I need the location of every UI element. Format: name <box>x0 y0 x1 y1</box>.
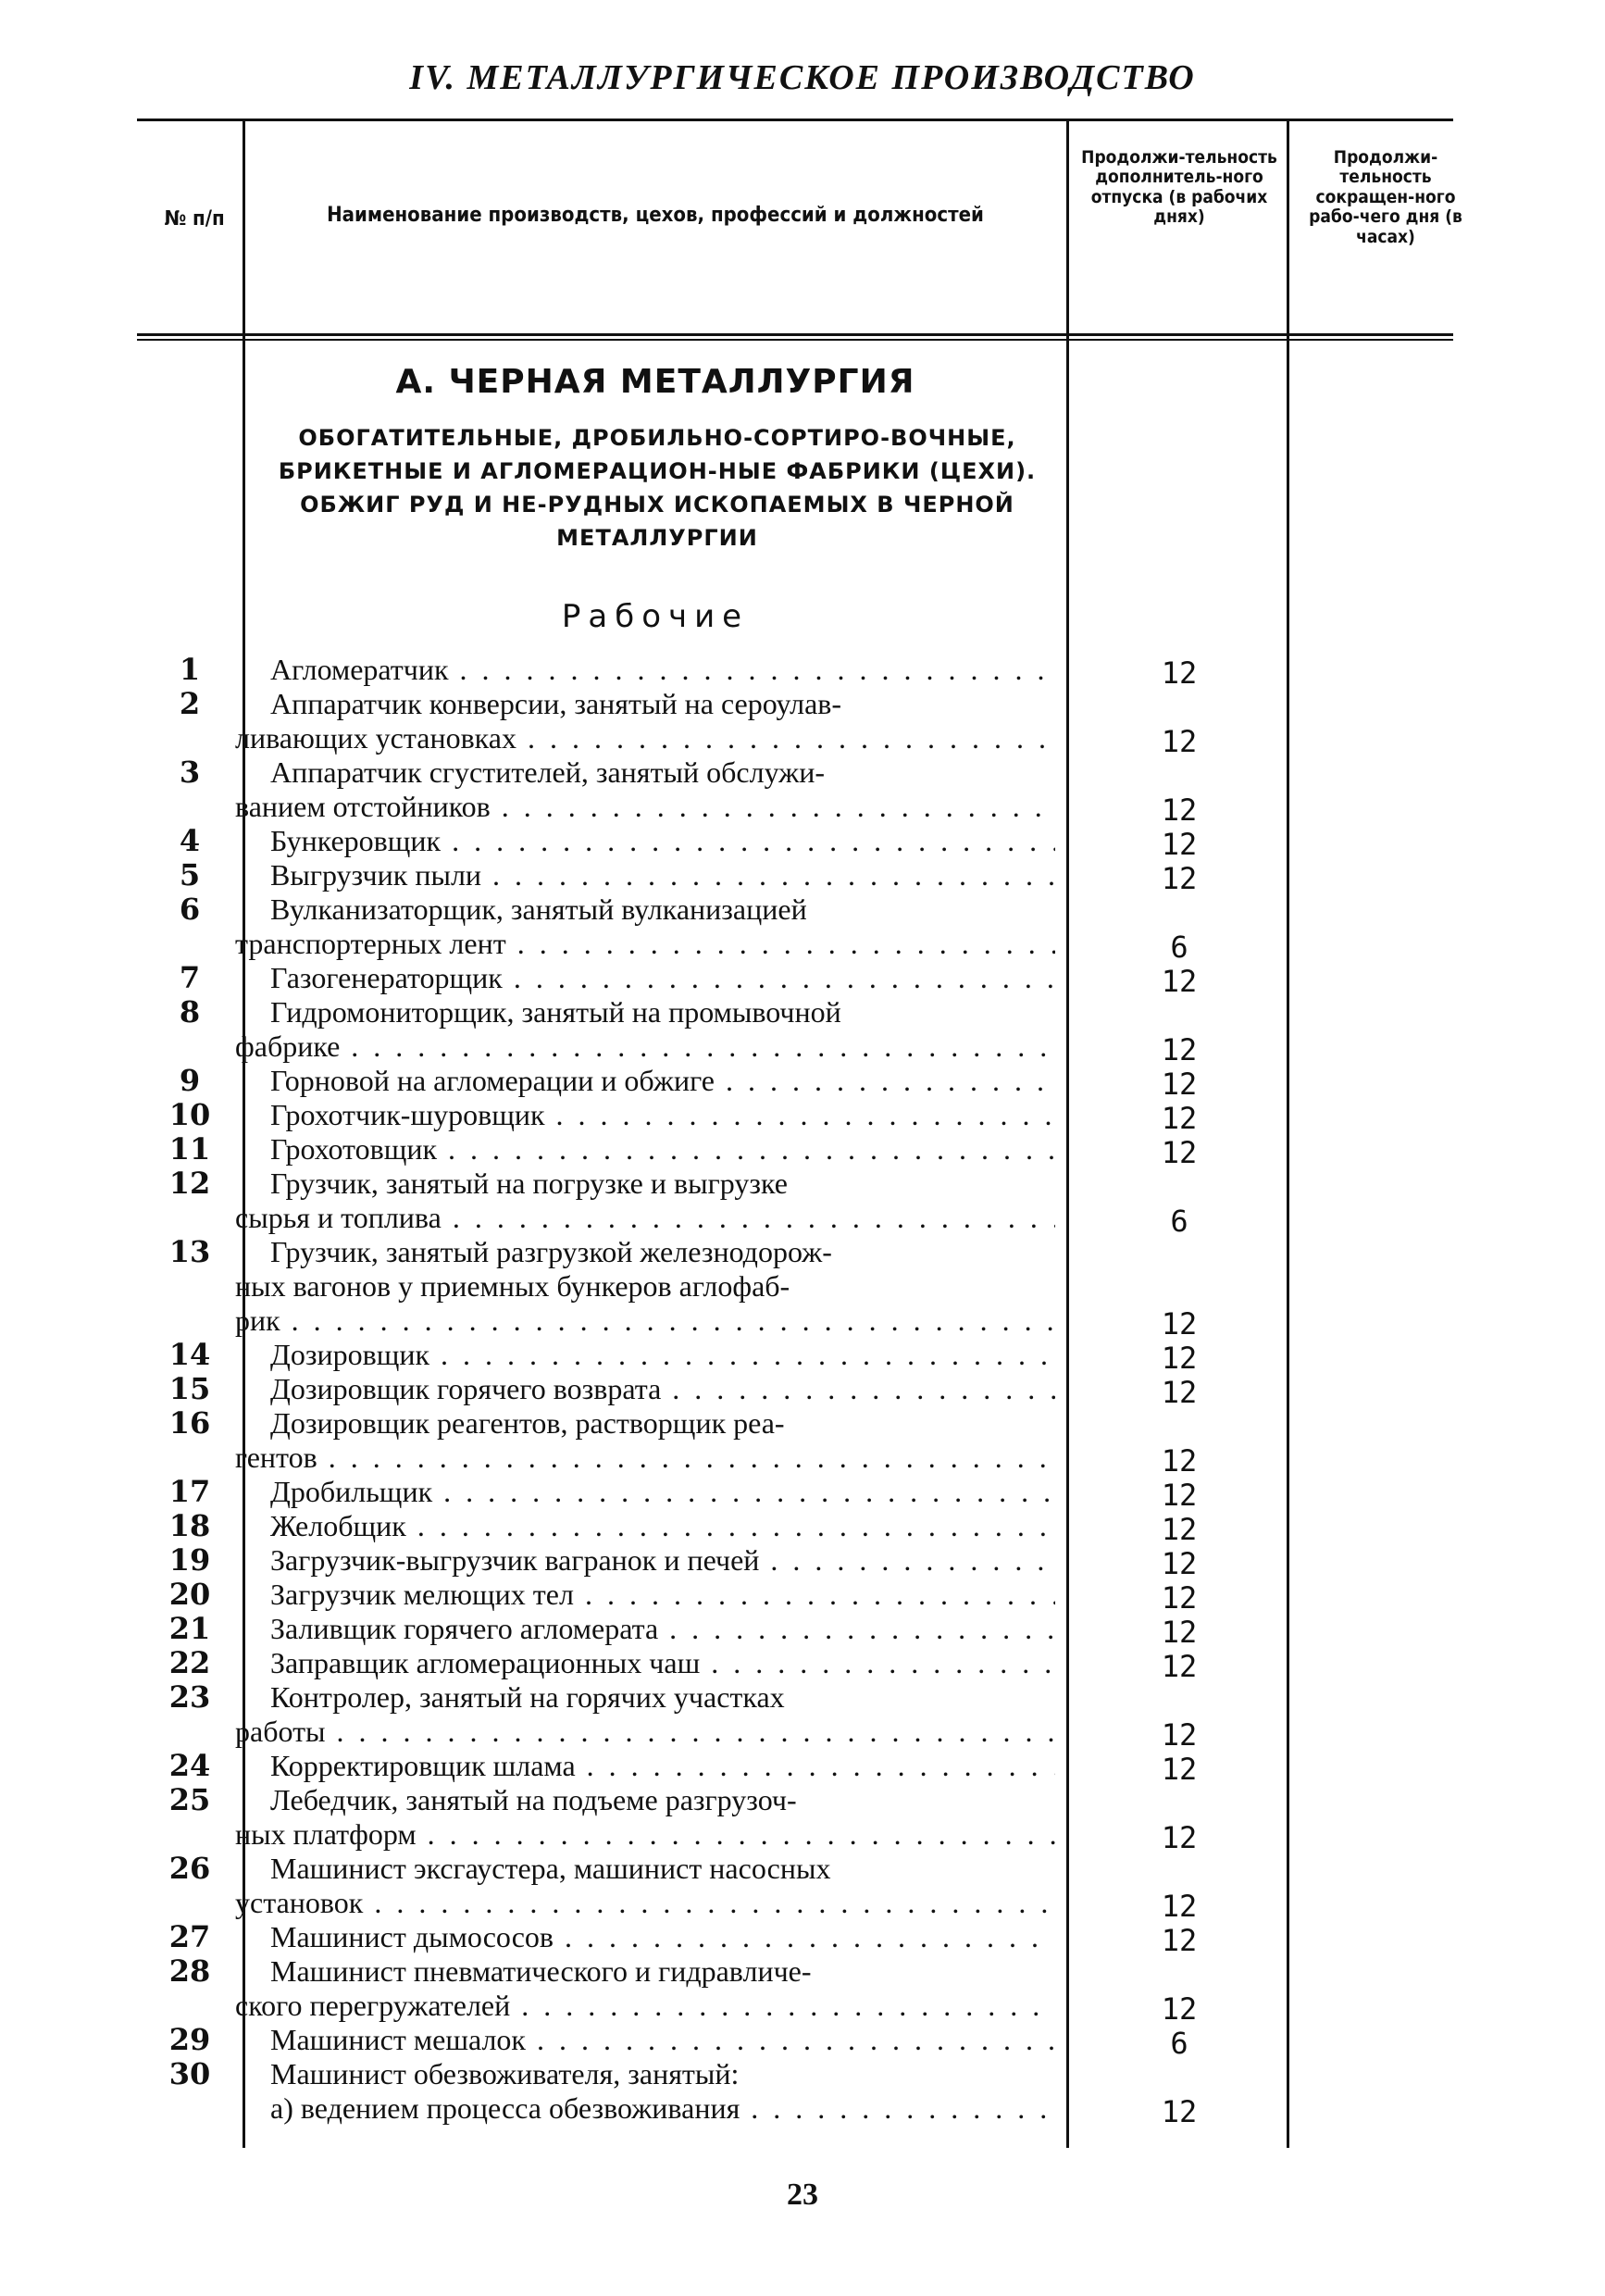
row-occupation-line: Машинист дымососов . . . <box>270 1920 1055 1954</box>
row-occupation-line: Лебедчик, занятый на подъеме разгрузоч- <box>270 1783 797 1816</box>
row-leave-days: 12 <box>1161 1032 1198 1067</box>
row-leave-days: 12 <box>1161 861 1198 896</box>
row-number: 28 <box>168 1953 211 1989</box>
header-additional-leave: Продолжи-тельность дополнитель-ного отпуска (в рабочих днях) <box>1081 147 1277 228</box>
row-occupation <box>235 1680 1055 1749</box>
row-number: 16 <box>168 1405 211 1441</box>
row-leave-days: 12 <box>1161 2094 1198 2129</box>
row-occupation-line: фабрике . . . <box>235 1029 1055 1064</box>
row-occupation <box>270 961 1055 995</box>
row-number: 19 <box>168 1542 211 1578</box>
row-occupation-line: Корректировщик шлама . . . <box>270 1749 1055 1783</box>
row-occupation-line: Грохотовщик . . . <box>270 1132 1055 1167</box>
row-occupation <box>270 1509 1055 1543</box>
row-leave-days: 12 <box>1161 1615 1198 1650</box>
row-occupation-line: Дробильщик . . . <box>270 1475 1055 1509</box>
row-leave-days: 6 <box>1170 1204 1188 1239</box>
row-occupation-line: Грохотчик-шуровщик . . . <box>270 1098 1055 1132</box>
row-number: 8 <box>179 994 201 1029</box>
row-occupation <box>270 1338 1055 1372</box>
row-occupation <box>270 2023 1055 2057</box>
row-number: 6 <box>179 892 201 927</box>
row-occupation <box>270 1543 1055 1578</box>
row-number: 3 <box>179 755 201 790</box>
row-leave-days: 12 <box>1161 1512 1198 1547</box>
row-occupation-line: сырья и топлива . . . <box>235 1201 1055 1235</box>
row-occupation-line: Газогенераторщик . . . <box>270 961 1055 995</box>
row-number: 20 <box>168 1577 211 1612</box>
row-occupation <box>235 1954 1055 2023</box>
row-occupation <box>235 1167 1055 1235</box>
row-occupation-line: ского перегружателей . . . <box>235 1989 1055 2023</box>
row-leave-days: 12 <box>1161 1820 1198 1855</box>
row-leave-days: 12 <box>1161 1443 1198 1479</box>
row-occupation-line: Машинист мешалок . . . <box>270 2023 1055 2057</box>
row-number: 15 <box>168 1371 211 1406</box>
row-leave-days: 12 <box>1161 792 1198 828</box>
row-leave-days: 12 <box>1161 1717 1198 1753</box>
row-occupation <box>235 687 1055 755</box>
row-number: 4 <box>179 823 201 858</box>
row-leave-days: 12 <box>1161 1580 1198 1616</box>
row-occupation <box>235 1235 1055 1338</box>
row-leave-days: 12 <box>1161 1923 1198 1958</box>
row-occupation <box>235 1783 1055 1852</box>
row-occupation-line: Вулканизаторщик, занятый вулканизацией <box>270 892 807 926</box>
row-leave-days: 12 <box>1161 1649 1198 1684</box>
row-leave-days: 12 <box>1161 1991 1198 2027</box>
row-occupation <box>235 1852 1055 1920</box>
row-occupation-line: Грузчик, занятый на погрузке и выгрузке <box>270 1167 788 1200</box>
row-occupation-line: Выгрузчик пыли . . . <box>270 858 1055 892</box>
row-occupation <box>270 824 1055 858</box>
row-occupation <box>270 858 1055 892</box>
row-number: 9 <box>179 1063 201 1098</box>
section-title: А. ЧЕРНАЯ МЕТАЛЛУРГИЯ <box>395 363 915 401</box>
row-occupation-line: Гидромониторщик, занятый на промывочной <box>270 995 841 1029</box>
row-occupation-line: Бункеровщик . . . <box>270 824 1055 858</box>
row-occupation-line: работы . . . <box>235 1715 1055 1749</box>
row-occupation <box>270 1749 1055 1783</box>
row-occupation-line: Горновой на агломерации и обжиге . . . <box>270 1064 1055 1098</box>
row-occupation-line: транспортерных лент . . . <box>235 927 1055 961</box>
row-occupation-line: Загрузчик мелющих тел . . . <box>270 1578 1055 1612</box>
row-number: 1 <box>179 652 201 687</box>
row-occupation <box>235 1406 1055 1475</box>
row-occupation <box>270 1578 1055 1612</box>
row-occupation-line: Дозировщик реагентов, растворщик реа- <box>270 1406 785 1440</box>
row-occupation-line: Машинист обезвоживателя, занятый: <box>270 2057 740 2090</box>
table-header-rule <box>137 333 1453 336</box>
row-occupation-line: Грузчик, занятый разгрузкой железнодорож- <box>270 1235 832 1268</box>
row-leave-days: 6 <box>1170 2026 1188 2061</box>
section-subtitle: ОБОГАТИТЕЛЬНЫЕ, ДРОБИЛЬНО-СОРТИРО-ВОЧНЫЕ, БРИКЕТНЫЕ И АГЛОМЕРАЦИОН-НЫЕ ФАБРИКИ (ЦЕХИ). ОБЖИГ РУД И НЕ-РУДНЫХ ИСКОПАЕМЫХ В ЧЕРНОЙ МЕТАЛЛУРГИИ <box>278 425 1037 551</box>
row-leave-days: 12 <box>1161 964 1198 999</box>
row-occupation-line: ных платформ . . . <box>235 1817 1055 1852</box>
row-occupation <box>270 1098 1055 1132</box>
row-occupation <box>270 1646 1055 1680</box>
row-number: 14 <box>168 1337 211 1372</box>
page-number: 23 <box>787 2177 818 2212</box>
row-occupation-line: Дозировщик . . . <box>270 1338 1055 1372</box>
row-occupation-line: Машинист эксгаустера, машинист насосных <box>270 1852 831 1885</box>
row-number: 18 <box>168 1508 211 1543</box>
row-occupation-line: Заливщик горячего агломерата . . . <box>270 1612 1055 1646</box>
row-number: 25 <box>168 1782 211 1817</box>
row-number: 10 <box>168 1097 211 1132</box>
row-occupation <box>270 1064 1055 1098</box>
row-number: 23 <box>168 1679 211 1715</box>
row-occupation-line: Заправщик агломерационных чаш . . . <box>270 1646 1055 1680</box>
row-occupation <box>270 1372 1055 1406</box>
column-divider-2 <box>1066 120 1069 2148</box>
column-divider-3 <box>1287 120 1289 2148</box>
row-leave-days: 6 <box>1170 930 1188 965</box>
row-number: 5 <box>179 857 201 892</box>
row-occupation-line: а) ведением процесса обезвоживания . . . <box>270 2091 1055 2126</box>
row-occupation-line: Агломератчик . . . <box>270 653 1055 687</box>
row-leave-days: 12 <box>1161 655 1198 691</box>
row-number: 22 <box>168 1645 211 1680</box>
table-top-rule <box>137 119 1453 121</box>
row-leave-days: 12 <box>1161 1067 1198 1102</box>
row-occupation-line: рик . . . <box>235 1304 1055 1338</box>
row-occupation-line: Дозировщик горячего возврата . . . <box>270 1372 1055 1406</box>
row-number: 21 <box>168 1611 211 1646</box>
row-occupation <box>270 653 1055 687</box>
row-occupation <box>270 1612 1055 1646</box>
row-leave-days: 12 <box>1161 1341 1198 1376</box>
row-leave-days: 12 <box>1161 1135 1198 1170</box>
row-occupation <box>270 1475 1055 1509</box>
row-occupation-line: Аппаратчик конверсии, занятый на сероулав- <box>270 687 842 720</box>
row-occupation-line: Желобщик . . . <box>270 1509 1055 1543</box>
row-occupation <box>235 892 1055 961</box>
row-occupation <box>270 2057 1055 2126</box>
row-leave-days: 12 <box>1161 827 1198 862</box>
table-header-rule-2 <box>137 339 1453 341</box>
row-leave-days: 12 <box>1161 1478 1198 1513</box>
row-number: 11 <box>168 1131 211 1167</box>
row-leave-days: 12 <box>1161 1101 1198 1136</box>
row-number: 17 <box>168 1474 211 1509</box>
row-occupation-line: Загрузчик-выгрузчик вагранок и печей . . . <box>270 1543 1055 1578</box>
row-number: 29 <box>168 2022 211 2057</box>
row-occupation <box>235 755 1055 824</box>
row-occupation <box>270 1920 1055 1954</box>
header-name: Наименование производств, цехов, профессий и должностей <box>327 204 984 227</box>
row-leave-days: 12 <box>1161 1546 1198 1581</box>
row-number: 27 <box>168 1919 211 1954</box>
subsection-title: Рабочие <box>561 598 750 635</box>
row-occupation-line: Аппаратчик сгустителей, занятый обслужи- <box>270 755 826 789</box>
row-number: 12 <box>168 1166 211 1201</box>
row-leave-days: 12 <box>1161 1306 1198 1341</box>
row-occupation-line: гентов . . . <box>235 1441 1055 1475</box>
row-occupation-line: Машинист пневматического и гидравличе- <box>270 1954 812 1988</box>
row-number: 30 <box>168 2056 211 2091</box>
page-title: IV. МЕТАЛЛУРГИЧЕСКОЕ ПРОИЗВОДСТВО <box>409 58 1196 97</box>
row-number: 13 <box>168 1234 211 1269</box>
header-number: № п/п <box>164 207 225 231</box>
row-number: 2 <box>179 686 201 721</box>
row-number: 26 <box>168 1851 211 1886</box>
row-occupation-line: ных вагонов у приемных бункеров аглофаб- <box>235 1269 790 1303</box>
row-leave-days: 12 <box>1161 1889 1198 1924</box>
header-reduced-day: Продолжи-тельность сокращен-ного рабо-чего дня (в часах) <box>1309 147 1462 247</box>
row-number: 7 <box>179 960 201 995</box>
row-occupation-line: ванием отстойников . . . <box>235 790 1055 824</box>
row-occupation-line: Контролер, занятый на горячих участках <box>270 1680 785 1714</box>
row-occupation <box>270 1132 1055 1167</box>
row-occupation <box>235 995 1055 1064</box>
row-occupation-line: установок . . . <box>235 1886 1055 1920</box>
row-leave-days: 12 <box>1161 1752 1198 1787</box>
row-leave-days: 12 <box>1161 1375 1198 1410</box>
row-leave-days: 12 <box>1161 724 1198 759</box>
row-number: 24 <box>168 1748 211 1783</box>
row-occupation-line: ливающих установках . . . <box>235 721 1055 755</box>
